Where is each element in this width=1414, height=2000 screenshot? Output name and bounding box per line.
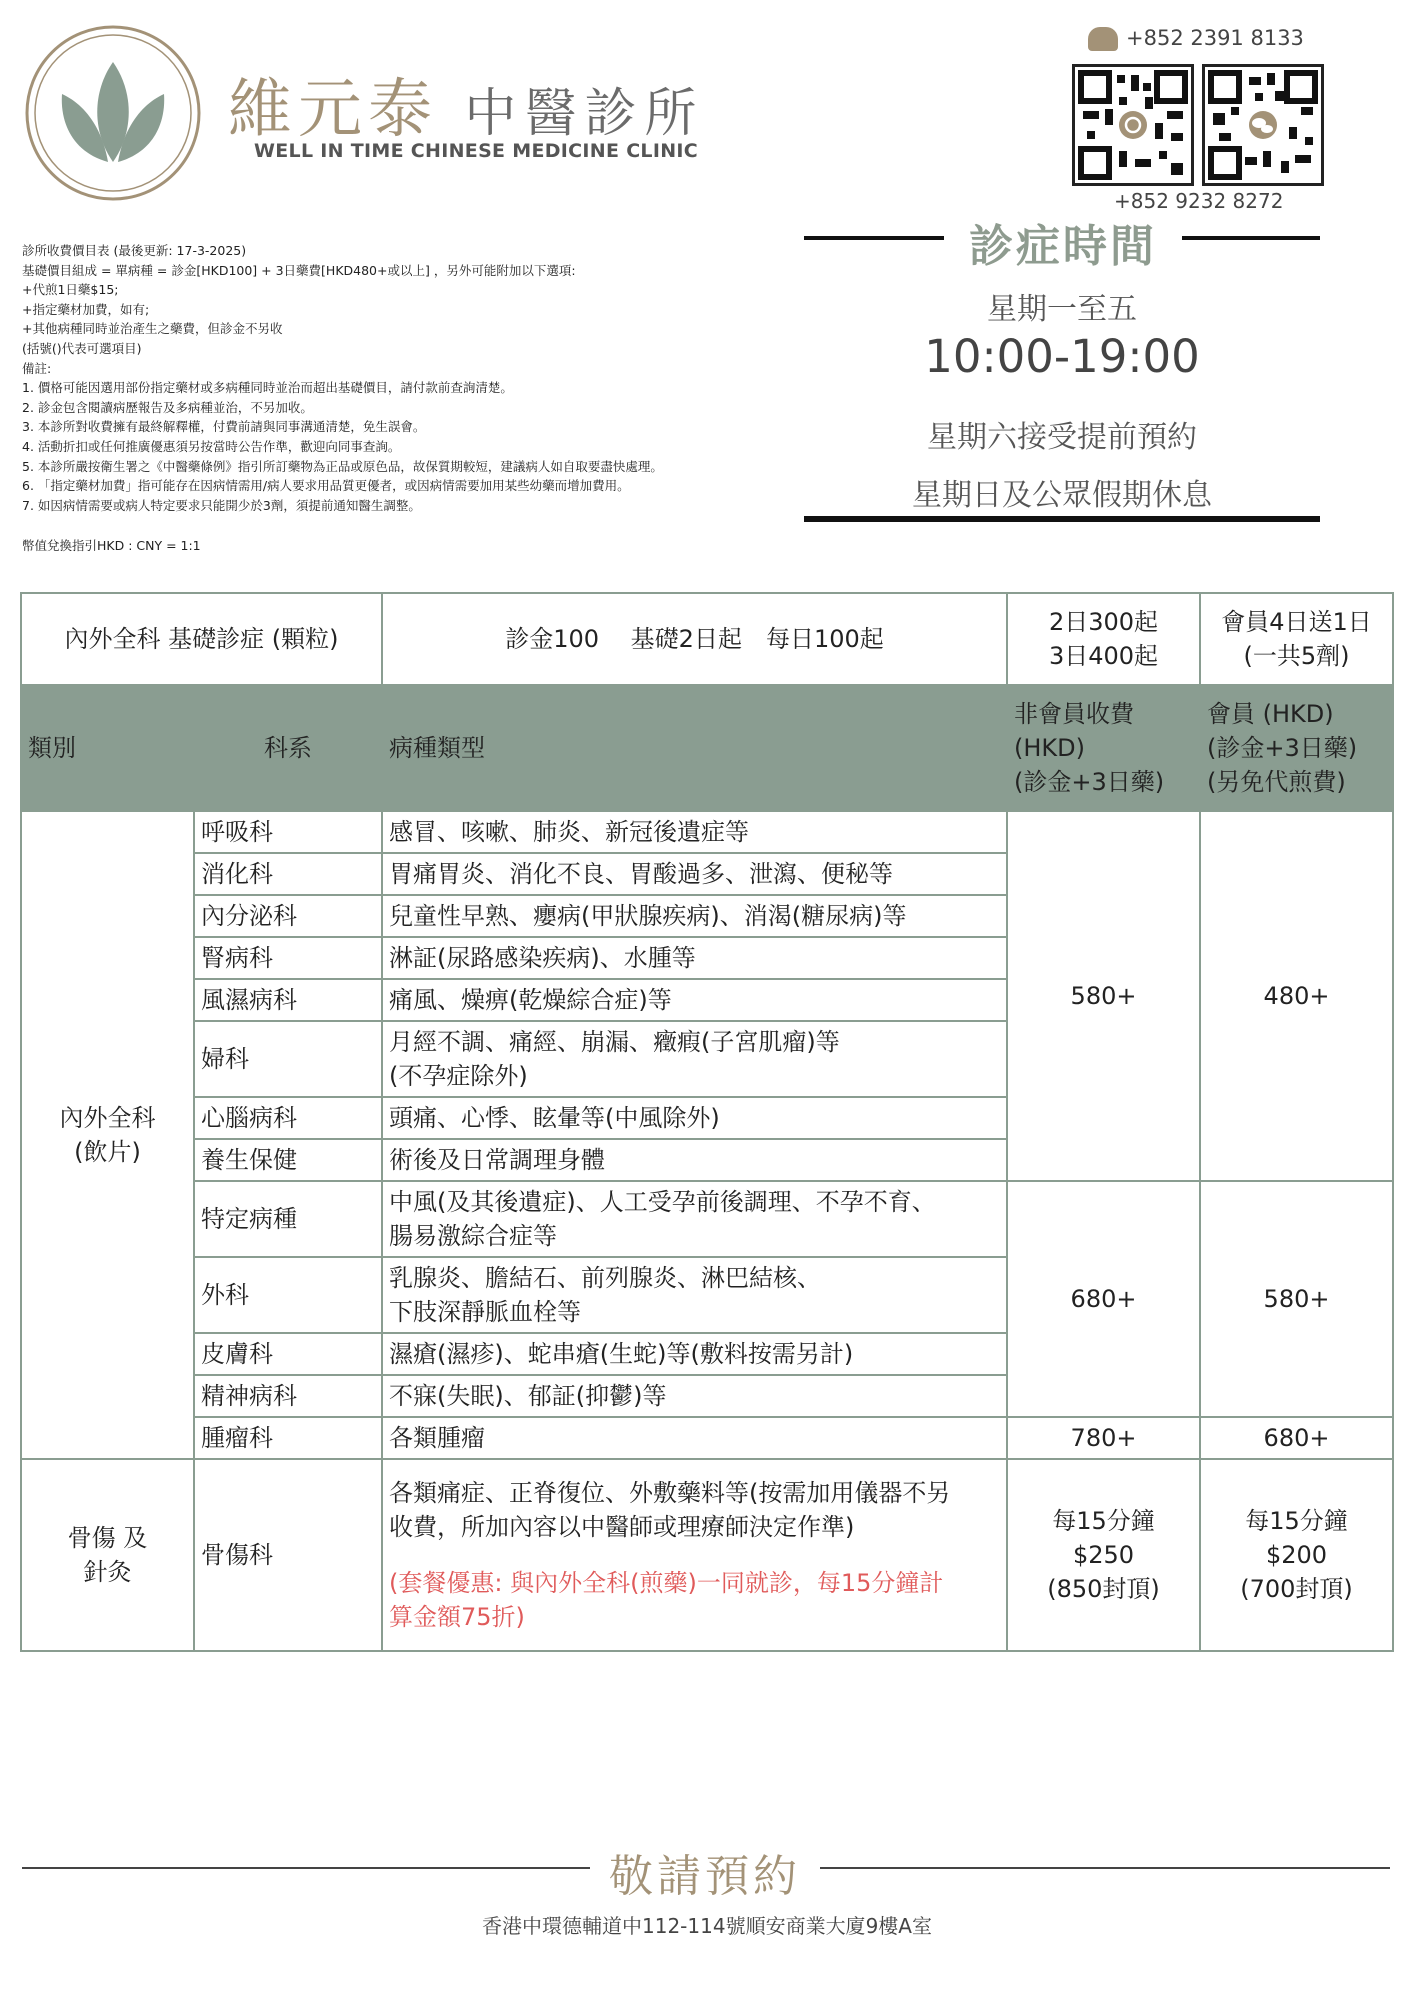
- notes-line: 5. 本診所嚴按衛生署之《中醫藥條例》指引所訂藥物為正品或原色品，故保質期較短，建議病人如自取要盡快處理。: [22, 458, 663, 474]
- clinic-logo: [22, 22, 204, 204]
- divider: [804, 516, 1320, 522]
- desc-line: 乳腺炎、膽結石、前列腺炎、淋巴結核、: [389, 1264, 822, 1292]
- desc-cell: 不寐(失眠)、郁証(抑鬱)等: [382, 1375, 1007, 1417]
- hours-saturday: 星期六接受提前預約: [927, 420, 1197, 455]
- header-line: (診金+3日藥): [1014, 768, 1165, 796]
- clinic-name-zh-sub: 中醫診所: [464, 84, 705, 144]
- header-department: 科系: [194, 685, 382, 811]
- hours-time: 10:00-19:00: [924, 330, 1200, 383]
- divider: [804, 236, 944, 240]
- header-disease-type: 病種類型: [382, 685, 1007, 811]
- price-group2-non-member: 680+: [1007, 1181, 1200, 1417]
- desc-cell: 頭痛、心悸、眩暈等(中風除外): [382, 1097, 1007, 1139]
- header-non-member: [1007, 685, 1200, 811]
- price-line: (700封頂): [1240, 1575, 1353, 1603]
- header-line: (HKD): [1014, 734, 1086, 762]
- desc-cell: 感冒、咳嗽、肺炎、新冠後遺症等: [382, 811, 1007, 853]
- notes-line: 3. 本診所對收費擁有最終解釋權，付費前請與同事溝通清楚，免生誤會。: [22, 419, 426, 435]
- dept-cell: 特定病種: [194, 1181, 382, 1257]
- header-member: [1200, 685, 1393, 811]
- header-line: 會員 (HKD): [1207, 700, 1334, 728]
- price-line: 2日300起: [1048, 608, 1159, 636]
- ortho-non-member-price: [1007, 1459, 1200, 1651]
- dept-cell: 外科: [194, 1257, 382, 1333]
- desc-line: 腸易激綜合症等: [389, 1222, 558, 1250]
- price-group3-non-member: 780+: [1007, 1417, 1200, 1459]
- exchange-rate: 幣值兌換指引HKD : CNY = 1:1: [22, 538, 201, 553]
- table-header-row: [21, 685, 1393, 811]
- granule-non-member-price: [1007, 593, 1200, 685]
- header-line: (另免代煎費): [1207, 768, 1346, 796]
- dept-cell: 風濕病科: [194, 979, 382, 1021]
- notes-line: +指定藥材加費，如有;: [22, 301, 150, 317]
- desc-cell: 痛風、燥痹(乾燥綜合症)等: [382, 979, 1007, 1021]
- notes-line: 7. 如因病情需要或病人特定要求只能開少於3劑，須提前通知醫生調整。: [22, 497, 421, 513]
- price-group1-member: 480+: [1200, 811, 1393, 1181]
- dept-cell: 骨傷科: [194, 1459, 382, 1651]
- desc-line: 收費，所加內容以中醫師或理療師決定作準): [389, 1513, 855, 1541]
- clinic-name-zh: [228, 58, 704, 150]
- table-row: [21, 1459, 1393, 1651]
- granule-row: [21, 593, 1393, 685]
- hours-sunday: 星期日及公眾假期休息: [912, 478, 1212, 513]
- price-group1-non-member: 580+: [1007, 811, 1200, 1181]
- wechat-qr-code: [1202, 64, 1324, 186]
- divider: [820, 1867, 1390, 1869]
- header-line: (診金+3日藥): [1207, 734, 1358, 762]
- fee-table: [20, 592, 1394, 1652]
- category-line: 骨傷 及: [67, 1524, 148, 1552]
- granule-fee-desc: 診金100 基礎2日起 每日100起: [382, 593, 1007, 685]
- desc-cell: [382, 1021, 1007, 1097]
- notes-line: 備註:: [22, 360, 52, 376]
- dept-cell: 內分泌科: [194, 895, 382, 937]
- notes-line: (括號()代表可選項目): [22, 340, 142, 356]
- desc-cell: 淋証(尿路感染疾病)、水腫等: [382, 937, 1007, 979]
- hours-title: 診症時間: [969, 221, 1157, 272]
- table-row: [21, 1181, 1393, 1257]
- desc-cell: [382, 1257, 1007, 1333]
- notes-line: 4. 活動折扣或任何推廣優惠須另按當時公告作準，歡迎向同事查詢。: [22, 438, 401, 454]
- desc-cell: 術後及日常調理身體: [382, 1139, 1007, 1181]
- desc-line: 月經不調、痛經、崩漏、癥瘕(子宮肌瘤)等: [389, 1028, 840, 1056]
- hours-weekdays: 星期一至五: [987, 292, 1137, 327]
- header-line: 非會員收費: [1014, 700, 1135, 728]
- fee-notes: [22, 241, 812, 515]
- dept-cell: 腫瘤科: [194, 1417, 382, 1459]
- desc-line: 下肢深靜脈血栓等: [389, 1298, 582, 1326]
- header-category: 類別: [21, 685, 194, 811]
- category-line: 針灸: [83, 1558, 132, 1586]
- table-row: [21, 811, 1393, 853]
- price-group2-member: 580+: [1200, 1181, 1393, 1417]
- notes-line: +代煎1日藥$15;: [22, 282, 119, 298]
- price-line: $200: [1265, 1541, 1328, 1569]
- clinic-name-zh-main: 維元泰: [228, 73, 438, 147]
- promo-line: 算金額75折): [389, 1603, 525, 1631]
- dept-cell: 腎病科: [194, 937, 382, 979]
- phone-landline-text: +852 2391 8133: [1126, 26, 1304, 50]
- table-row: [21, 1417, 1393, 1459]
- dept-cell: 皮膚科: [194, 1333, 382, 1375]
- price-line: 每15分鐘: [1245, 1507, 1348, 1535]
- granule-member-price: [1200, 593, 1393, 685]
- ortho-member-price: [1200, 1459, 1393, 1651]
- booking-title: 敬請預約: [609, 1851, 801, 1902]
- dept-cell: 呼吸科: [194, 811, 382, 853]
- notes-line: 診所收費價目表 (最後更新: 17-3-2025): [22, 243, 247, 258]
- price-line: (850封頂): [1047, 1575, 1160, 1603]
- phone-mobile[interactable]: +852 9232 8272: [1114, 189, 1284, 213]
- dept-cell: 婦科: [194, 1021, 382, 1097]
- clinic-address: 香港中環德輔道中112-114號順安商業大廈9樓A室: [482, 1914, 932, 1938]
- category-ortho: [21, 1459, 194, 1651]
- dept-cell: 精神病科: [194, 1375, 382, 1417]
- notes-line: 6. 「指定藥材加費」指可能存在因病情需用/病人要求用品質更優者，或因病情需要加用某些幼藥而增加費用。: [22, 478, 630, 494]
- category-line: (飲片): [74, 1138, 141, 1166]
- price-line: (一共5劑): [1243, 642, 1350, 670]
- category-line: 內外全科: [59, 1104, 156, 1132]
- desc-cell: [382, 1459, 1007, 1651]
- clinic-name-en: WELL IN TIME CHINESE MEDICINE CLINIC: [254, 140, 699, 162]
- promo-line: (套餐優惠: 與內外全科(煎藥)一同就診，每15分鐘計: [389, 1569, 944, 1597]
- price-line: 每15分鐘: [1052, 1507, 1155, 1535]
- dept-cell: 養生保健: [194, 1139, 382, 1181]
- price-line: 會員4日送1日: [1221, 608, 1372, 636]
- divider: [1182, 236, 1320, 240]
- dept-cell: 心腦病科: [194, 1097, 382, 1139]
- dept-cell: 消化科: [194, 853, 382, 895]
- granule-category: 內外全科 基礎診症 (顆粒): [21, 593, 382, 685]
- desc-cell: 兒童性早熟、癭病(甲狀腺疾病)、消渴(糖尿病)等: [382, 895, 1007, 937]
- divider: [22, 1867, 590, 1869]
- desc-line: (不孕症除外): [389, 1062, 528, 1090]
- category-general: [21, 811, 194, 1459]
- desc-cell: 濕瘡(濕疹)、蛇串瘡(生蛇)等(敷料按需另計): [382, 1333, 1007, 1375]
- notes-line: +其他病種同時並治產生之藥費，但診金不另收: [22, 321, 283, 337]
- price-line: $250: [1072, 1541, 1135, 1569]
- price-group3-member: 680+: [1200, 1417, 1393, 1459]
- phone-icon: [1088, 27, 1118, 51]
- desc-line: 各類痛症、正脊復位、外敷藥料等(按需加用儀器不另: [389, 1479, 951, 1507]
- whatsapp-qr-code: [1072, 64, 1194, 186]
- phone-landline[interactable]: [1088, 26, 1304, 51]
- price-line: 3日400起: [1048, 642, 1159, 670]
- desc-cell: [382, 1181, 1007, 1257]
- desc-line: 中風(及其後遺症)、人工受孕前後調理、不孕不育、: [389, 1188, 936, 1216]
- desc-cell: 胃痛胃炎、消化不良、胃酸過多、泄瀉、便秘等: [382, 853, 1007, 895]
- notes-line: 1. 價格可能因選用部份指定藥材或多病種同時並治而超出基礎價目，請付款前查詢清楚。: [22, 380, 513, 396]
- notes-line: 2. 診金包含閱讀病歷報告及多病種並治，不另加收。: [22, 399, 313, 415]
- notes-line: 基礎價目組成 = 單病種 = 診金[HKD100] + 3日藥費[HKD480+或以上] ，另外可能附加以下選項:: [22, 262, 576, 278]
- desc-cell: 各類腫瘤: [382, 1417, 1007, 1459]
